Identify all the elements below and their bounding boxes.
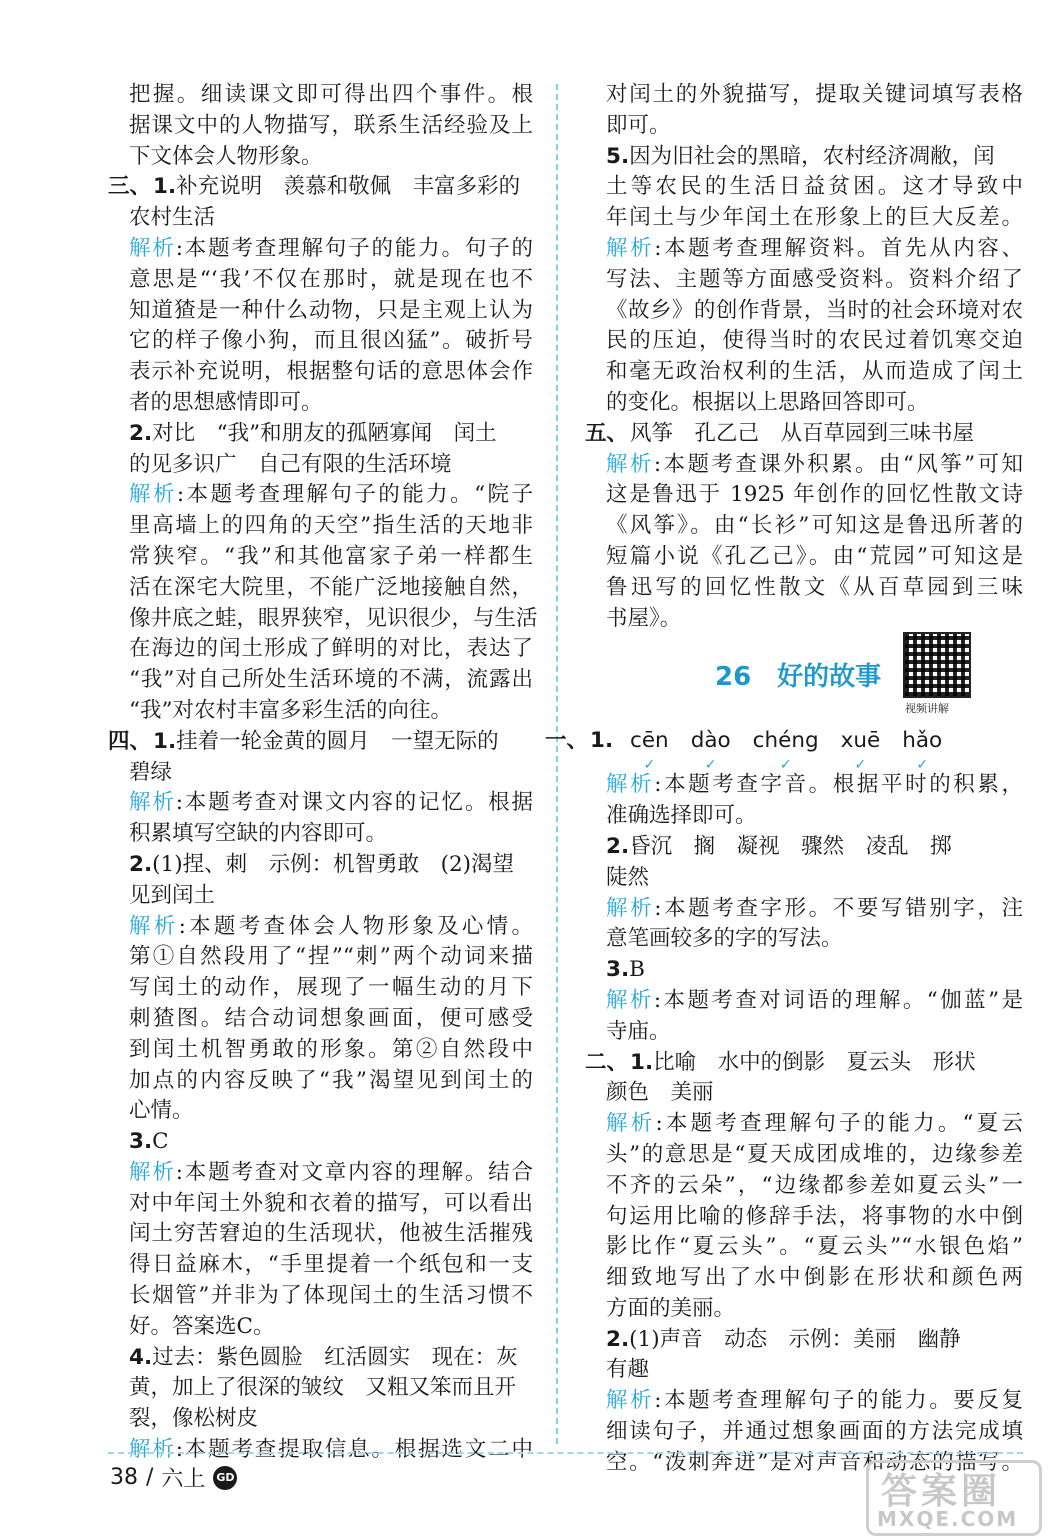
line-text: 细致地写出了水中倒影在形状和颜色两 bbox=[606, 1265, 1023, 1291]
line-text: 好。答案选C。 bbox=[129, 1313, 275, 1339]
page-footer bbox=[110, 1462, 237, 1493]
analysis-tag: 解析 bbox=[606, 451, 654, 477]
analysis-tag: 解析 bbox=[606, 1388, 655, 1414]
text-line bbox=[585, 357, 1023, 388]
text-line bbox=[585, 80, 1023, 111]
watermark-url: MXQE.COM bbox=[877, 1507, 1019, 1531]
analysis-tag: 解析 bbox=[129, 790, 176, 816]
line-text: 鲁迅写的回忆性散文《从百草园到三味 bbox=[606, 574, 1023, 600]
text-line bbox=[585, 801, 1023, 832]
line-text: (1)声音 动态 示例：美丽 幽静 bbox=[629, 1326, 961, 1352]
question-number: 4. bbox=[129, 1344, 153, 1370]
right-top-block bbox=[585, 80, 1023, 634]
text-line bbox=[585, 863, 1023, 894]
text-line bbox=[585, 111, 1023, 142]
text-line bbox=[585, 1294, 1023, 1325]
text-line bbox=[108, 758, 533, 789]
text-line bbox=[108, 388, 533, 419]
pinyin-answer bbox=[690, 726, 731, 774]
pinyin-text: hǎo bbox=[902, 728, 943, 754]
line-text: 句运用比喻的修辞手法，将事物的水中倒 bbox=[606, 1203, 1023, 1229]
text-line bbox=[585, 1386, 1023, 1417]
line-text: :本题考查理解句子的能力。“夏云 bbox=[655, 1111, 1023, 1137]
line-text: :本题考查理解句子的能力。“院子 bbox=[176, 482, 533, 508]
line-text: 里高墙上的四角的天空”指生活的天地非 bbox=[129, 513, 533, 539]
line-text: 黄，加上了很深的皱纹 又粗又笨而且开 bbox=[129, 1375, 517, 1401]
edition-badge-icon: GD bbox=[213, 1466, 237, 1490]
line-text: 书屋》。 bbox=[606, 605, 682, 631]
text-line bbox=[585, 1171, 1023, 1202]
text-line bbox=[585, 955, 1023, 986]
watermark-logo bbox=[866, 1460, 1042, 1536]
text-line bbox=[585, 573, 1023, 604]
text-line bbox=[108, 912, 533, 943]
line-text: 细读句子，并通过想象画面的方法完成填 bbox=[606, 1419, 1023, 1445]
text-line bbox=[585, 203, 1023, 234]
line-text: 《风筝》。由“长衫”可知这是鲁迅所著的 bbox=[606, 513, 1023, 539]
text-line bbox=[108, 1343, 533, 1374]
pinyin-answer-line bbox=[545, 726, 1023, 774]
line-text: 在海边的闰土形成了鲜明的对比，表达了 bbox=[129, 636, 533, 662]
text-line bbox=[585, 1355, 1023, 1386]
line-text: 影比作“夏云头”。“夏云头”“水银色焰” bbox=[606, 1234, 1023, 1260]
analysis-tag: 解析 bbox=[129, 1437, 176, 1463]
analysis-tag: 解析 bbox=[606, 895, 655, 921]
text-line bbox=[585, 480, 1023, 511]
text-line bbox=[585, 1140, 1023, 1171]
pinyin-text: dào bbox=[690, 728, 731, 754]
analysis-tag: 解析 bbox=[129, 913, 179, 939]
line-text: 表示补充说明，根据整句话的意思体会作 bbox=[129, 359, 533, 385]
line-text: 对中年闰土外貌和衣着的描写，可以看出 bbox=[129, 1190, 533, 1216]
line-text: 这是鲁迅于 1925 年创作的回忆性散文诗 bbox=[606, 482, 1023, 508]
line-text: 下文体会人物形象。 bbox=[129, 143, 323, 169]
analysis-tag: 解析 bbox=[606, 772, 655, 798]
text-line bbox=[108, 1250, 533, 1281]
text-line bbox=[585, 388, 1023, 419]
text-line bbox=[108, 511, 533, 542]
line-text: 的变化。根据以上思路回答即可。 bbox=[606, 389, 929, 415]
checkmark-icon: ✓ bbox=[779, 757, 792, 774]
question-number: 3. bbox=[129, 1129, 153, 1155]
line-text: 昏沉 搁 凝视 骤然 凌乱 掷 bbox=[629, 833, 952, 859]
text-line bbox=[108, 265, 533, 296]
text-line bbox=[108, 80, 533, 111]
line-text: 年闰土与少年闰土在形象上的巨大反差。 bbox=[606, 205, 1023, 231]
text-line bbox=[108, 1281, 533, 1312]
line-text: 陡然 bbox=[606, 864, 650, 890]
analysis-tag: 解析 bbox=[129, 482, 177, 508]
text-line bbox=[108, 326, 533, 357]
line-text: B bbox=[629, 957, 645, 983]
line-text: 土等农民的生活日益贫困。这才导致中 bbox=[606, 174, 1023, 200]
text-line bbox=[108, 1035, 533, 1066]
chapter-title: 26 好的故事 bbox=[715, 662, 882, 693]
question-number: 1. bbox=[590, 728, 614, 754]
line-text: :本题考查对文章内容的理解。结合 bbox=[175, 1159, 533, 1185]
text-line bbox=[108, 1004, 533, 1035]
question-number: 3. bbox=[606, 957, 630, 983]
text-line bbox=[585, 172, 1023, 203]
line-text: :本题考查理解句子的能力。要反复 bbox=[654, 1388, 1023, 1414]
line-text: :本题考查理解句子的能力。句子的 bbox=[175, 235, 533, 261]
line-text: “我”对自己所处生活环境的不满，流露出 bbox=[129, 667, 533, 693]
section-marker: 三、 bbox=[108, 174, 152, 200]
line-text: :本题考查对课文内容的记忆。根据 bbox=[175, 790, 533, 816]
text-line bbox=[108, 973, 533, 1004]
text-line bbox=[108, 573, 533, 604]
text-line bbox=[585, 1048, 1023, 1079]
right-bottom-block bbox=[585, 770, 1023, 1478]
chapter-header bbox=[585, 642, 1023, 720]
checkmark-icon: ✓ bbox=[704, 757, 717, 774]
text-line bbox=[108, 234, 533, 265]
text-line bbox=[585, 832, 1023, 863]
analysis-tag: 解析 bbox=[606, 235, 655, 261]
text-line bbox=[108, 419, 533, 450]
line-text: “我”对农村丰富多彩生活的向往。 bbox=[129, 697, 452, 723]
question-number: 2. bbox=[606, 1326, 630, 1352]
line-text: :本题考查对词语的理解。“伽蓝”是 bbox=[653, 987, 1023, 1013]
line-text: 知道猹是一种什么动物，只是主观上认为 bbox=[129, 297, 533, 323]
question-number: 1. bbox=[153, 174, 177, 200]
text-line bbox=[108, 634, 533, 665]
text-line bbox=[585, 326, 1023, 357]
analysis-tag: 解析 bbox=[129, 1159, 176, 1185]
pinyin-text: xuē bbox=[840, 728, 881, 754]
line-text: 方面的美丽。 bbox=[606, 1295, 736, 1321]
text-line bbox=[108, 1189, 533, 1220]
line-text: :本题考查字音。根据平时的积累， bbox=[654, 772, 1023, 798]
text-line bbox=[108, 203, 533, 234]
line-text: 颜色 美丽 bbox=[606, 1080, 714, 1106]
footer-separator: / bbox=[146, 1465, 154, 1490]
right-column bbox=[545, 80, 1023, 1479]
page-number: 38 bbox=[110, 1465, 138, 1490]
text-line bbox=[108, 1158, 533, 1189]
text-line bbox=[585, 1078, 1023, 1109]
text-line bbox=[108, 142, 533, 173]
line-text: 短篇小说《孔乙己》。由“荒园”可知这是 bbox=[606, 543, 1023, 569]
line-text: 对比 “我”和朋友的孤陋寡闻 闰土 bbox=[152, 420, 497, 446]
line-text: 长烟管”并非为了体现闰土的生活习惯不 bbox=[129, 1283, 533, 1309]
text-line bbox=[108, 850, 533, 881]
analysis-tag: 解析 bbox=[606, 987, 654, 1013]
analysis-tag: 解析 bbox=[129, 235, 176, 261]
line-text: 写法、主题等方面感受资料。资料介绍了 bbox=[606, 266, 1023, 292]
line-text: 把握。细读课文即可得出四个事件。根 bbox=[129, 82, 533, 107]
line-text: 头”的意思是“夏天成团成堆的，边缘参差 bbox=[606, 1141, 1023, 1167]
text-line bbox=[585, 1202, 1023, 1233]
line-text: C bbox=[152, 1129, 169, 1155]
text-line bbox=[108, 357, 533, 388]
text-line bbox=[108, 727, 533, 758]
question-number: 1. bbox=[630, 1049, 654, 1075]
text-line bbox=[585, 1325, 1023, 1356]
text-line bbox=[585, 894, 1023, 925]
line-text: 第①自然段用了“捏”“刺”两个动词来描 bbox=[129, 944, 533, 970]
pinyin-row bbox=[630, 728, 964, 774]
text-line bbox=[585, 542, 1023, 573]
qr-caption: 视频讲解 bbox=[905, 702, 949, 716]
text-line bbox=[585, 1417, 1023, 1448]
line-text: 准确选择即可。 bbox=[606, 803, 757, 829]
line-text: 常狭窄。“我”和其他富家子弟一样都生 bbox=[129, 543, 533, 569]
text-line bbox=[585, 419, 1023, 450]
line-text: 和毫无政治权利的生活，从而造成了闰土 bbox=[606, 359, 1023, 385]
line-text: 寺庙。 bbox=[606, 1018, 671, 1044]
text-line bbox=[585, 265, 1023, 296]
line-text: 者的思想感情即可。 bbox=[129, 389, 323, 415]
section-marker: 四、 bbox=[108, 728, 152, 754]
line-text: 活在深宅大院里，不能广泛地接触自然， bbox=[129, 574, 533, 600]
text-line bbox=[108, 111, 533, 142]
line-text: 不齐的云朵”，“边缘都参差如夏云头”一 bbox=[606, 1172, 1023, 1198]
line-text: 风筝 孔乙己 从百草园到三味书屋 bbox=[630, 420, 975, 446]
line-text: :本题考查提取信息。根据选文二中 bbox=[175, 1437, 533, 1463]
line-text: 因为旧社会的黑暗，农村经济凋敝，闰 bbox=[629, 143, 995, 169]
line-text: 比喻 水中的倒影 夏云头 形状 bbox=[653, 1049, 976, 1075]
text-line bbox=[585, 1017, 1023, 1048]
line-text: 即可。 bbox=[606, 112, 671, 138]
line-text: 《故乡》的创作背景，当时的社会环境对农 bbox=[606, 297, 1023, 323]
line-text: 对闰土的外貌描写，提取关键词填写表格 bbox=[606, 82, 1023, 107]
text-line bbox=[108, 1219, 533, 1250]
footer-rule bbox=[108, 1452, 1023, 1454]
section-marker: 二、 bbox=[585, 1049, 629, 1075]
text-line bbox=[585, 1263, 1023, 1294]
line-text: 加点的内容反映了“我”渴望见到闰土的 bbox=[129, 1067, 533, 1093]
line-text: (1)捏、刺 示例：机智勇敢 (2)渴望 bbox=[152, 851, 515, 877]
question-number: 1. bbox=[153, 728, 177, 754]
pinyin-answer bbox=[902, 726, 943, 774]
pinyin-answer bbox=[752, 726, 819, 774]
text-line bbox=[108, 172, 533, 203]
line-text: 过去：紫色圆脸 红活圆实 现在：灰 bbox=[152, 1344, 518, 1370]
qr-code-icon[interactable] bbox=[903, 632, 971, 698]
text-line bbox=[108, 1066, 533, 1097]
line-text: :本题考查字形。不要写错别字，注 bbox=[654, 895, 1023, 921]
text-line bbox=[108, 1404, 533, 1435]
line-text: 据课文中的人物描写，联系生活经验及上 bbox=[129, 112, 533, 138]
text-line bbox=[108, 1096, 533, 1127]
text-line bbox=[108, 942, 533, 973]
line-text: 积累填写空缺的内容即可。 bbox=[129, 821, 388, 847]
text-line bbox=[585, 604, 1023, 635]
text-line bbox=[585, 924, 1023, 955]
text-line bbox=[108, 1127, 533, 1158]
line-text: 空。“泼刺奔迸”是对声音和动态的描写。 bbox=[606, 1449, 1023, 1475]
text-line bbox=[108, 296, 533, 327]
column-divider bbox=[556, 84, 558, 1444]
line-text: 补充说明 羡慕和敬佩 丰富多彩的 bbox=[176, 174, 521, 200]
text-line bbox=[108, 1312, 533, 1343]
checkmark-icon: ✓ bbox=[854, 757, 867, 774]
line-text: 闰土穷苦窘迫的生活现状，他被生活摧残 bbox=[129, 1221, 533, 1247]
line-text: 刺猹图。结合动词想象画面，便可感受 bbox=[129, 1005, 533, 1031]
line-text: 得日益麻木，“手里提着一个纸包和一支 bbox=[129, 1252, 533, 1278]
text-line bbox=[108, 665, 533, 696]
text-line bbox=[585, 234, 1023, 265]
line-text: 挂着一轮金黄的圆月 一望无际的 bbox=[176, 728, 499, 754]
text-line bbox=[108, 604, 538, 635]
section-marker: 五、 bbox=[585, 420, 629, 446]
line-text: 见到闰土 bbox=[129, 882, 216, 908]
line-text: 心情。 bbox=[129, 1098, 194, 1124]
pinyin-answer bbox=[840, 726, 881, 774]
line-text: 意思是“‘我’不仅在那时，就是现在也不 bbox=[129, 266, 533, 292]
text-line bbox=[585, 1109, 1023, 1140]
section-marker: 一、 bbox=[545, 728, 589, 754]
text-line bbox=[585, 450, 1023, 481]
line-text: 的见多识广 自己有限的生活环境 bbox=[129, 451, 452, 477]
pinyin-text: cēn bbox=[630, 728, 669, 754]
text-line bbox=[585, 1232, 1023, 1263]
text-line bbox=[585, 986, 1023, 1017]
text-line bbox=[108, 788, 533, 819]
text-line bbox=[108, 450, 533, 481]
text-line bbox=[108, 480, 533, 511]
text-line bbox=[108, 542, 533, 573]
question-number: 2. bbox=[129, 851, 153, 877]
text-line bbox=[108, 1373, 533, 1404]
checkmark-icon: ✓ bbox=[916, 757, 929, 774]
line-text: :本题考查课外积累。由“风筝”可知 bbox=[653, 451, 1023, 477]
line-text: 像井底之蛙，眼界狭窄，见识很少，与生活 bbox=[129, 605, 538, 631]
text-line bbox=[585, 142, 1023, 173]
question-number: 2. bbox=[129, 420, 153, 446]
question-number: 2. bbox=[606, 833, 630, 859]
left-column bbox=[108, 80, 538, 1466]
analysis-tag: 解析 bbox=[606, 1111, 656, 1137]
checkmark-icon: ✓ bbox=[643, 757, 656, 774]
line-text: :本题考查理解资料。首先从内容、 bbox=[654, 235, 1023, 261]
line-text: 意笔画较多的字的写法。 bbox=[606, 926, 843, 952]
grade-label: 六上 bbox=[161, 1467, 206, 1492]
watermark-text: 答案圈 bbox=[881, 1471, 1002, 1512]
line-text: 农村生活 bbox=[129, 205, 216, 231]
line-text: :本题考查体会人物形象及心情。 bbox=[178, 913, 533, 939]
text-line bbox=[108, 819, 533, 850]
pinyin-text: chéng bbox=[752, 728, 819, 754]
line-text: 民的压迫，使得当时的农民过着饥寒交迫 bbox=[606, 328, 1023, 354]
line-text: 到闰土机智勇敢的形象。第②自然段中 bbox=[129, 1036, 533, 1062]
line-text: 裂，像松树皮 bbox=[129, 1406, 259, 1432]
line-text: 有趣 bbox=[606, 1357, 650, 1383]
text-line bbox=[108, 696, 533, 727]
line-text: 它的样子像小狗，而且很凶猛”。破折号 bbox=[129, 328, 533, 354]
question-number: 5. bbox=[606, 143, 630, 169]
line-text: 写闰土的动作，展现了一幅生动的月下 bbox=[129, 975, 533, 1001]
line-text: 碧绿 bbox=[129, 759, 173, 785]
text-line bbox=[585, 296, 1023, 327]
text-line bbox=[108, 881, 533, 912]
pinyin-answer bbox=[630, 726, 669, 774]
text-line bbox=[585, 511, 1023, 542]
